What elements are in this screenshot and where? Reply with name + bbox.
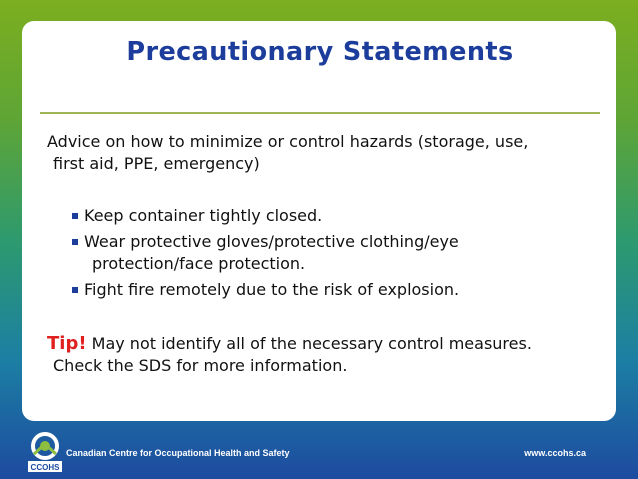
tip-line-2: Check the SDS for more information. [53,356,348,375]
slide-title: Precautionary Statements [126,37,514,67]
bullet-text: Fight fire remotely due to the risk of explosion. [84,280,460,299]
logo-text: CCOHS [30,463,60,472]
bullet-text: Wear protective gloves/protective clothing/eye [84,232,459,251]
organization-name: Canadian Centre for Occupational Health and Safety [66,448,290,458]
square-bullet-icon [72,239,78,245]
intro-line-1: Advice on how to minimize or control hazards (storage, use, [47,132,529,151]
tip-paragraph [47,333,607,377]
footer [0,438,638,479]
website-link[interactable]: www.ccohs.ca [524,448,586,458]
bullet-text-continued: protection/face protection. [92,254,306,273]
bullet-item [62,231,602,275]
intro-paragraph [47,131,607,175]
tip-text: May not identify all of the necessary control measures. [91,334,532,353]
square-bullet-icon [72,213,78,219]
intro-line-2: first aid, PPE, emergency) [53,154,260,173]
square-bullet-icon [72,287,78,293]
bullet-list [62,205,602,305]
bullet-item [62,279,602,301]
title-divider [40,112,600,114]
tip-line-1 [47,333,607,355]
bullet-text: Keep container tightly closed. [84,206,323,225]
tip-label: Tip! [47,333,87,354]
bullet-item [62,205,602,227]
ccohs-logo [26,432,64,474]
ccohs-logo-icon [26,432,64,474]
